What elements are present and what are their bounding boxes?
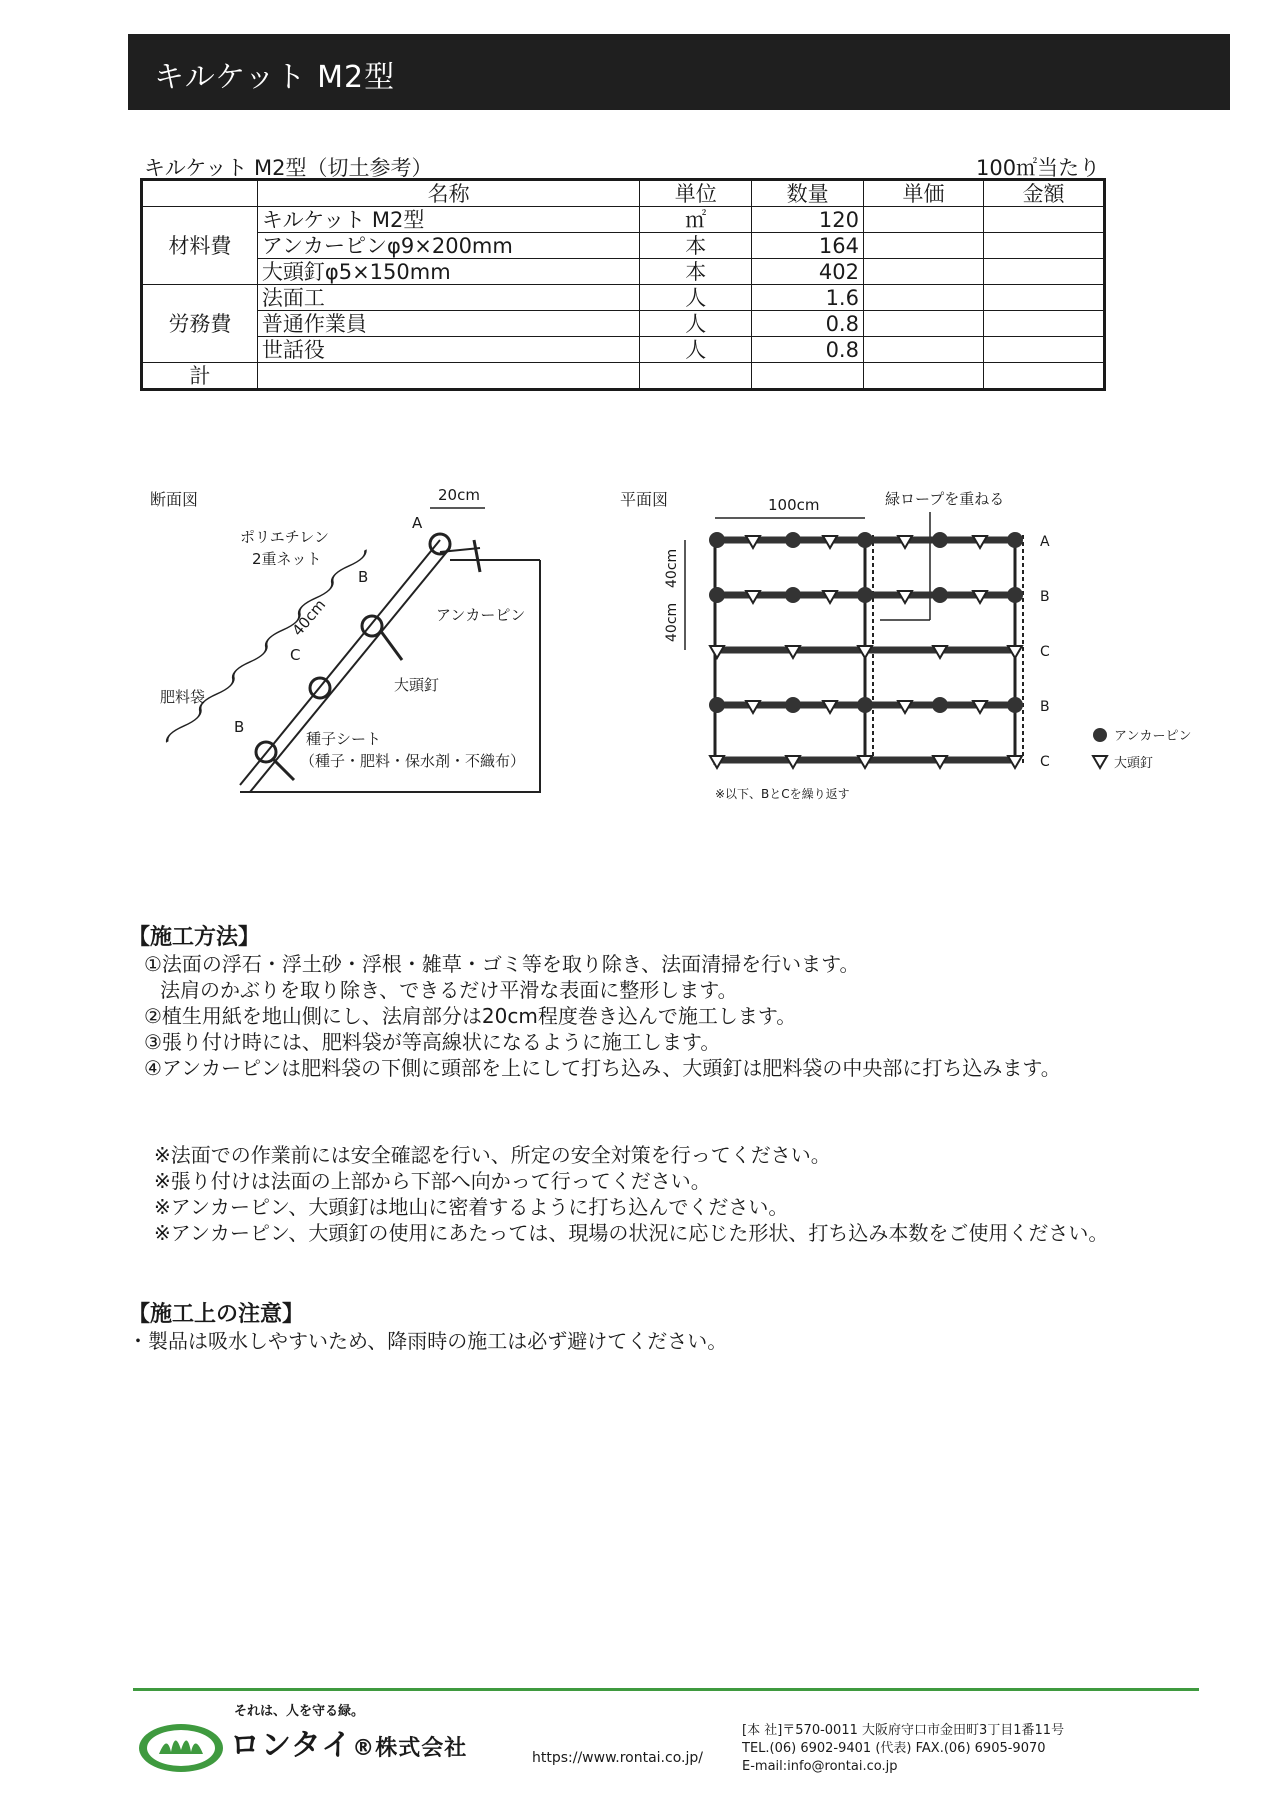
name-cell: アンカーピンφ9×200mm bbox=[257, 233, 640, 259]
anchor-pin bbox=[474, 540, 480, 572]
header-unit: 単位 bbox=[640, 180, 752, 207]
unit-cell: 人 bbox=[640, 311, 752, 337]
footer-address-block bbox=[742, 1722, 1064, 1776]
name-cell: キルケット M2型 bbox=[257, 207, 640, 233]
unit-cell: 人 bbox=[640, 337, 752, 363]
table-total-row bbox=[142, 363, 1105, 390]
plan-diagram bbox=[620, 490, 1191, 801]
note-item: ※アンカーピン、大頭釘は地山に密着するように打ち込んでください。 bbox=[154, 1195, 789, 1219]
dim-40cm: 40cm bbox=[664, 548, 680, 588]
anchor-marker bbox=[932, 587, 948, 603]
section-diagram-title: 断面図 bbox=[150, 490, 199, 509]
slope-line bbox=[240, 540, 440, 785]
legend-nail-icon bbox=[1093, 756, 1107, 768]
net-label-2: 2重ネット bbox=[252, 550, 322, 568]
price-cell bbox=[863, 285, 983, 311]
caution-section bbox=[128, 1302, 727, 1354]
unit-cell: 本 bbox=[640, 259, 752, 285]
amount-cell bbox=[983, 285, 1104, 311]
dim-20cm: 20cm bbox=[438, 486, 480, 504]
method-section bbox=[128, 925, 1061, 1081]
dim-100cm: 100cm bbox=[768, 496, 820, 514]
bag-label: 肥料袋 bbox=[160, 688, 206, 706]
rontai-logo-icon bbox=[135, 1716, 227, 1776]
footer-tel: TEL.(06) 6902-9401 (代表) FAX.(06) 6905-9070 bbox=[742, 1741, 1046, 1756]
header-name: 名称 bbox=[257, 180, 640, 207]
name-cell bbox=[257, 363, 640, 390]
qty-cell bbox=[752, 363, 864, 390]
row-label: C bbox=[1040, 754, 1050, 770]
plan-footnote: ※以下、BとCを繰り返す bbox=[715, 787, 850, 801]
price-cell bbox=[863, 337, 983, 363]
method-title: 【施工方法】 bbox=[128, 925, 261, 950]
plan-diagram-title: 平面図 bbox=[620, 490, 669, 509]
footer-brand bbox=[230, 1720, 467, 1764]
fertilizer-bag bbox=[362, 616, 382, 636]
page-title: キルケット M2型 bbox=[154, 60, 396, 95]
anchor-pin bbox=[272, 758, 294, 780]
anchor-marker bbox=[785, 697, 801, 713]
qty-cell: 1.6 bbox=[752, 285, 864, 311]
anchor-marker bbox=[857, 587, 873, 603]
point-a: A bbox=[412, 514, 423, 532]
category-cell: 材料費 bbox=[142, 207, 258, 285]
notes-section bbox=[140, 1142, 1108, 1246]
anchor-marker bbox=[785, 532, 801, 548]
price-cell bbox=[863, 363, 983, 390]
table-row bbox=[142, 207, 1105, 233]
note-item: ※張り付けは法面の上部から下部へ向かって行ってください。 bbox=[154, 1169, 711, 1193]
construction-diagrams bbox=[140, 480, 1220, 820]
header-price: 単価 bbox=[863, 180, 983, 207]
anchor-marker bbox=[1007, 697, 1023, 713]
row-label: C bbox=[1040, 644, 1050, 660]
legend-anchor-icon bbox=[1093, 728, 1107, 742]
method-step: 法肩のかぶりを取り除き、できるだけ平滑な表面に整形します。 bbox=[160, 978, 738, 1002]
net-wave bbox=[164, 550, 368, 742]
table-row bbox=[142, 311, 1105, 337]
note-item: ※法面での作業前には安全確認を行い、所定の安全対策を行ってください。 bbox=[154, 1143, 831, 1167]
anchor-marker bbox=[709, 697, 725, 713]
name-cell: 世話役 bbox=[257, 337, 640, 363]
unit-cell bbox=[640, 363, 752, 390]
footer-tagline: それは、人を守る緑。 bbox=[234, 1704, 365, 1719]
table-caption: キルケット M2型（切土参考） bbox=[144, 156, 433, 180]
amount-cell bbox=[983, 233, 1104, 259]
anchor-marker bbox=[785, 587, 801, 603]
rope-label: 緑ロープを重ねる bbox=[885, 490, 1005, 508]
table-row bbox=[142, 259, 1105, 285]
amount-cell bbox=[983, 311, 1104, 337]
dim-40cm: 40cm bbox=[288, 595, 330, 640]
qty-cell: 402 bbox=[752, 259, 864, 285]
caution-title: 【施工上の注意】 bbox=[128, 1302, 305, 1327]
seed-label-2: （種子・肥料・保水剤・不織布） bbox=[300, 752, 526, 770]
row-label: B bbox=[1040, 699, 1050, 715]
row-label: A bbox=[1040, 534, 1050, 550]
point-b: B bbox=[358, 568, 369, 586]
qty-cell: 0.8 bbox=[752, 311, 864, 337]
anchor-pin bbox=[440, 548, 480, 552]
anchor-marker bbox=[932, 532, 948, 548]
anchor-marker bbox=[1007, 587, 1023, 603]
legend-nail: 大頭釘 bbox=[1114, 756, 1154, 771]
point-c: C bbox=[290, 646, 301, 664]
brand-suffix: ®株式会社 bbox=[352, 1736, 468, 1761]
price-cell bbox=[863, 207, 983, 233]
note-item: ※アンカーピン、大頭釘の使用にあたっては、現場の状況に応じた形状、打ち込み本数をご使用ください。 bbox=[154, 1221, 1109, 1245]
point-b2: B bbox=[234, 718, 245, 736]
dim-40cm: 40cm bbox=[664, 602, 680, 642]
header-amount: 金額 bbox=[983, 180, 1104, 207]
estimate-table bbox=[140, 178, 1106, 391]
header-qty: 数量 bbox=[752, 180, 864, 207]
net-label-1: ポリエチレン bbox=[240, 528, 330, 546]
unit-cell: 本 bbox=[640, 233, 752, 259]
brand-name: ロンタイ bbox=[230, 1728, 353, 1763]
nail-label: 大頭釘 bbox=[394, 676, 440, 694]
footer-divider bbox=[133, 1688, 1199, 1691]
method-step: ①法面の浮石・浮土砂・浮根・雑草・ゴミ等を取り除き、法面清掃を行います。 bbox=[144, 952, 860, 976]
legend-anchor: アンカーピン bbox=[1114, 729, 1192, 744]
qty-cell: 120 bbox=[752, 207, 864, 233]
anchor-marker bbox=[709, 587, 725, 603]
footer-email[interactable]: E-mail:info@rontai.co.jp bbox=[742, 1759, 898, 1774]
qty-cell: 0.8 bbox=[752, 337, 864, 363]
anchor-marker bbox=[857, 532, 873, 548]
table-header-row bbox=[142, 180, 1105, 207]
caution-item: ・製品は吸水しやすいため、降雨時の施工は必ず避けてください。 bbox=[128, 1329, 728, 1353]
anchor-marker bbox=[709, 532, 725, 548]
price-cell bbox=[863, 259, 983, 285]
seed-label-1: 種子シート bbox=[306, 730, 382, 748]
header-category bbox=[142, 180, 258, 207]
amount-cell bbox=[983, 207, 1104, 233]
section-diagram bbox=[150, 486, 540, 792]
price-cell bbox=[863, 233, 983, 259]
anchor-marker bbox=[932, 697, 948, 713]
header-bar bbox=[128, 34, 1230, 110]
price-cell bbox=[863, 311, 983, 337]
method-step: ②植生用紙を地山側にし、法肩部分は20cm程度巻き込んで施工します。 bbox=[144, 1004, 797, 1028]
table-row bbox=[142, 233, 1105, 259]
method-step: ③張り付け時には、肥料袋が等高線状になるように施工します。 bbox=[144, 1030, 721, 1054]
method-step: ④アンカーピンは肥料袋の下側に頭部を上にして打ち込み、大頭釘は肥料袋の中央部に打ち込みます。 bbox=[144, 1056, 1061, 1080]
footer-address: [本 社]〒570-0011 大阪府守口市金田町3丁目1番11号 bbox=[742, 1723, 1065, 1738]
row-label: B bbox=[1040, 589, 1050, 605]
total-label: 計 bbox=[142, 363, 258, 390]
name-cell: 大頭釘φ5×150mm bbox=[257, 259, 640, 285]
anchor-pin bbox=[380, 630, 402, 660]
unit-cell: 人 bbox=[640, 285, 752, 311]
category-cell: 労務費 bbox=[142, 285, 258, 363]
qty-cell: 164 bbox=[752, 233, 864, 259]
unit-cell: ㎡ bbox=[640, 207, 752, 233]
amount-cell bbox=[983, 363, 1104, 390]
name-cell: 法面工 bbox=[257, 285, 640, 311]
table-basis: 100㎡当たり bbox=[976, 156, 1101, 180]
table-row bbox=[142, 285, 1105, 311]
anchor-marker bbox=[857, 697, 873, 713]
amount-cell bbox=[983, 259, 1104, 285]
anchor-label: アンカーピン bbox=[436, 606, 526, 624]
amount-cell bbox=[983, 337, 1104, 363]
anchor-marker bbox=[1007, 532, 1023, 548]
name-cell: 普通作業員 bbox=[257, 311, 640, 337]
table-row bbox=[142, 337, 1105, 363]
footer-url[interactable]: https://www.rontai.co.jp/ bbox=[532, 1750, 703, 1766]
